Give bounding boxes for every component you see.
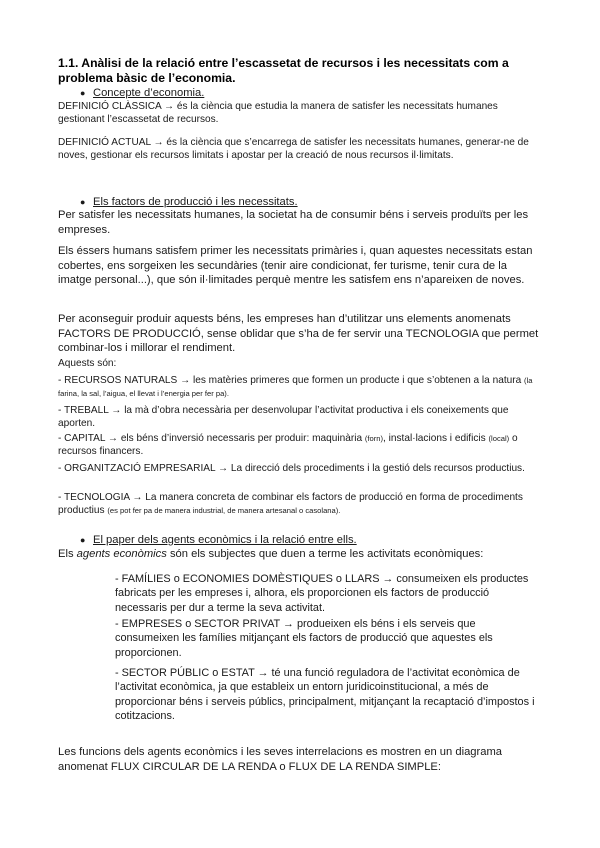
factor-text: - TECNOLOGIA → La manera concreta de combinar els factors de producció en forma de procediments productius	[58, 492, 523, 517]
bullet-icon: ●	[80, 197, 86, 207]
factor-recursos	[58, 374, 540, 400]
agent-families: - FAMÍLIES o ECONOMIES DOMÈSTIQUES o LLARS → consumeixen els productes fabricats per les empreses i, alhora, els proporcionen els factors de producció necessaris per dur a terme la seva activitat.	[115, 573, 529, 614]
closing-paragraph: Les funcions dels agents econòmics i les seves interrelacions es mostren en un diagrama anomenat FLUX CIRCULAR DE LA RENDA o FLUX DE LA RENDA SIMPLE:	[58, 746, 503, 773]
bullet-icon: ●	[80, 535, 86, 545]
factor-text: - RECURSOS NATURALS → les matèries primeres que formen un producte i que s’obtenen a la natura	[58, 375, 525, 386]
factor-text: o recursos financers.	[58, 433, 518, 458]
factor-tecnologia	[58, 491, 540, 517]
factor-text: , instal·lacions i edificis	[383, 433, 489, 444]
paragraph-1: Per satisfer les necessitats humanes, la societat ha de consumir béns i serveis produïts per les empreses.	[58, 209, 529, 236]
factor-example: (es pot fer pa de manera industrial, de manera artesanal o casolana).	[107, 506, 341, 516]
factor-capital	[58, 432, 540, 458]
section-heading: 1.1. Anàlisi de la relació entre l’escassetat de recursos i les necessitats com a problema bàsic de l’economia.	[58, 56, 509, 85]
factor-treball: - TREBALL → la mà d’obra necessària per desenvolupar l’activitat productiva i els coneixements que aporten.	[58, 405, 509, 430]
paragraph-2: Els éssers humans satisfem primer les necessitats primàries i, quan aquestes necessitats estan cobertes, ens sorgeixen les secundàries (tenir aire condicionat, fer turisme, tenir cura de la imatge personal...), que són il·limitades perquè mentre les satisfem ens n’apareixen de noves.	[58, 245, 533, 286]
factor-organitzacio: - ORGANITZACIÓ EMPRESARIAL → La direcció dels procediments i la gestió dels recursos productius.	[58, 463, 525, 474]
agents-intro	[58, 547, 540, 562]
def-actual: DEFINICIÓ ACTUAL → és la ciència que s’encarrega de satisfer les necessitats humanes, generar-ne de noves, gestionar els recursos limitats i apostar per la creació de nous recursos il·limitats.	[58, 137, 529, 162]
factor-example: (local)	[488, 434, 510, 443]
def-classica: DEFINICIÓ CLÀSSICA → és la ciència que estudia la manera de satisfer les necessitats humanes gestionant l’escassetat de recursos.	[58, 101, 498, 126]
factor-example: (forn)	[364, 434, 384, 443]
paragraph-3: Per aconseguir produir aquests béns, les empreses han d’utilitzar uns elements anomenats FACTORS DE PRODUCCIÓ, sense oblidar que s’ha de fer servir una TECNOLOGIA que permet combinar-los i millorar el rendiment.	[58, 313, 539, 354]
agent-empreses: - EMPRESES o SECTOR PRIVAT → produeixen els béns i els serveis que consumeixen les famílies mitjançant els factors de producció que aquestes els proporcionen.	[115, 618, 493, 659]
bullet-label: Els factors de producció i les necessitats.	[93, 196, 298, 208]
aquests-label: Aquests són:	[58, 358, 117, 369]
factor-text: - CAPITAL → els béns d’inversió necessaris per produir: maquinària	[58, 433, 365, 444]
bullet-concepte	[80, 86, 562, 100]
agents-text: Els	[58, 548, 77, 560]
agent-sector-public: - SECTOR PÚBLIC o ESTAT → té una funció reguladora de l’activitat econòmica de l’activitat econòmica, ja que estableix un entorn juridicoinstitucional, a més de proporcionar béns i serveis públics, principalment, mitjançant la recaptació d’impostos i cotitzacions.	[115, 667, 535, 723]
bullet-factors	[80, 195, 562, 209]
agents-text: són els subjectes que duen a terme les activitats econòmiques:	[166, 548, 484, 560]
bullet-agents	[80, 533, 562, 547]
factor-example: (la farina, la sal, l’aigua, el llevat i l’energia per fer pa).	[58, 376, 533, 399]
agents-term: agents econòmics	[76, 548, 167, 560]
bullet-label: El paper dels agents econòmics i la relació entre ells.	[93, 534, 357, 546]
bullet-label: Concepte d’economia.	[93, 87, 205, 99]
bullet-icon: ●	[80, 88, 86, 98]
